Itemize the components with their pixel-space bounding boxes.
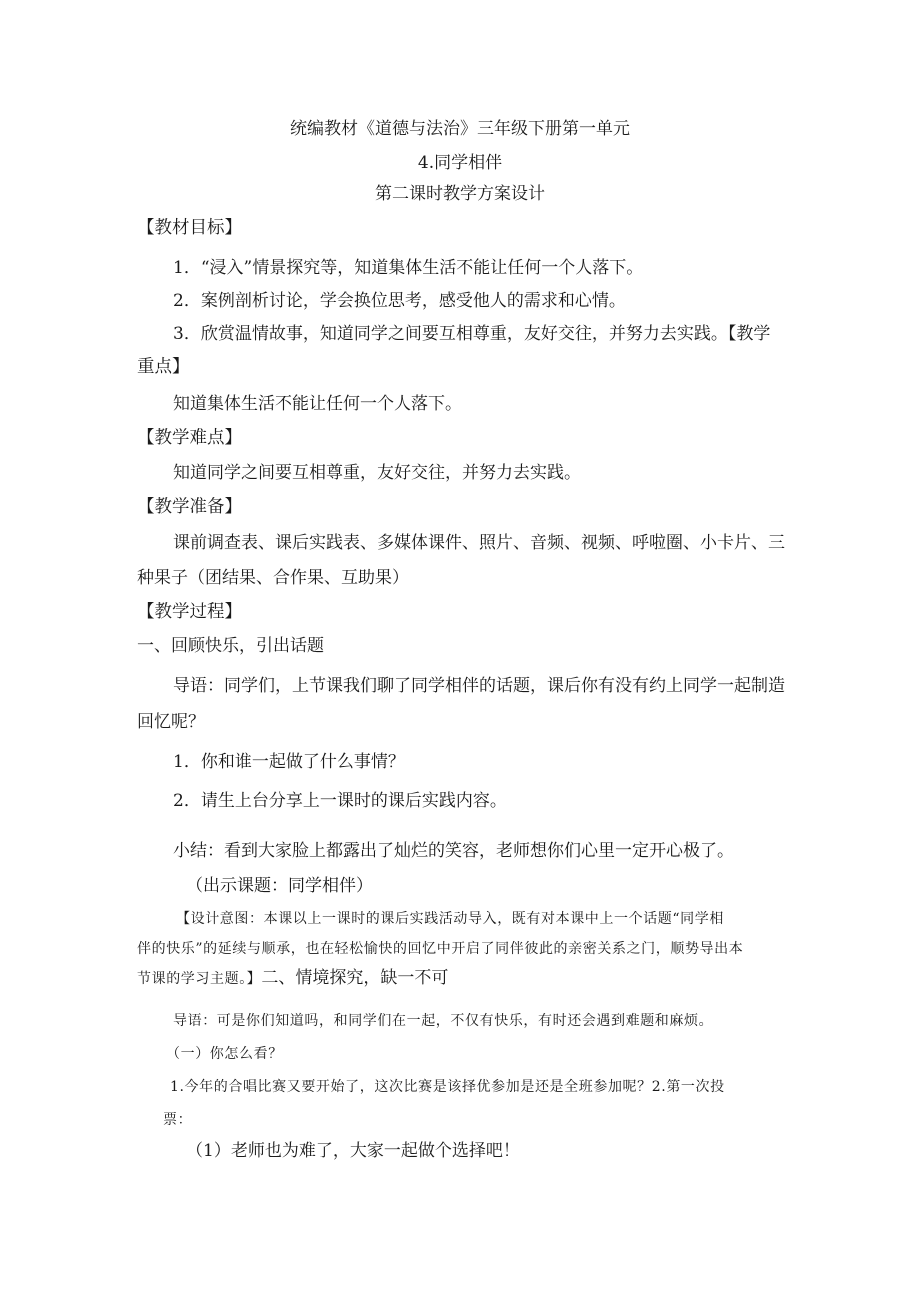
item-line-1: 1.今年的合唱比赛又要开始了，这次比赛是该择优参加是还是全班参加呢？2.第一次投 (170, 1079, 725, 1095)
objective-item-1: 1．“浸入”情景探究等，知道集体生活不能让任何一个人落下。 (173, 258, 644, 278)
item-sub-text: （1）老师也为难了，大家一起做个选择吧！ (186, 1141, 520, 1161)
document-series-title: 统编教材《道德与法治》三年级下册第一单元 (290, 119, 630, 139)
lesson-title: 4.同学相伴 (417, 153, 503, 173)
design-intent-line-3 (137, 967, 448, 990)
design-intent-end: 节课的学习主题。】 (137, 971, 262, 987)
preparation-line-1: 课前调查表、课后实践表、多媒体课件、照片、音频、视频、呼啦圈、小卡片、三 (173, 533, 785, 553)
subsection-1-title: （一）你怎么看？ (166, 1046, 283, 1062)
show-topic-text: （出示课题：同学相伴） (186, 876, 373, 896)
key-point-text: 知道集体生活不能让任何一个人落下。 (173, 394, 462, 414)
section-2-title: 二、情境探究，缺一不可 (261, 968, 449, 988)
question-1: 1．你和谁一起做了什么事情？ (173, 752, 405, 772)
design-intent-line-2: 伴的快乐”的延续与顺承，也在轻松愉快的回忆中开启了同伴彼此的亲密关系之门，顺势导出本 (137, 941, 744, 957)
question-2: 2．请生上台分享上一课时的课后实践内容。 (173, 791, 507, 811)
difficulty-heading: 【教学难点】 (137, 428, 242, 448)
section-1-title: 一、回顾快乐，引出话题 (137, 636, 324, 656)
difficulty-text: 知道同学之间要互相尊重，友好交往，并努力去实践。 (173, 463, 581, 483)
objective-item-3-line1: 3．欣赏温情故事，知道同学之间要互相尊重，友好交往，并努力去实践。【教学 (173, 324, 771, 344)
objective-item-2: 2．案例剖析讨论，学会换位思考，感受他人的需求和心情。 (173, 291, 626, 311)
design-intent-line-1: 【设计意图：本课以上一课时的课后实践活动导入，既有对本课中上一个话题“同学相 (176, 911, 724, 927)
objectives-heading: 【教材目标】 (137, 218, 242, 238)
key-point-heading: 重点】 (137, 357, 190, 377)
intro-line-2: 回忆呢？ (137, 712, 205, 732)
process-heading: 【教学过程】 (137, 602, 242, 622)
summary-text: 小结：看到大家脸上都露出了灿烂的笑容，老师想你们心里一定开心极了。 (173, 841, 734, 861)
item-line-2: 票： (163, 1112, 193, 1128)
preparation-line-2: 种果子（团结果、合作果、互助果） (137, 568, 409, 588)
intro-2-text: 导语：可是你们知道吗，和同学们在一起，不仅有快乐，有时还会遇到难题和麻烦。 (173, 1013, 714, 1029)
preparation-heading: 【教学准备】 (137, 497, 242, 517)
intro-line-1: 导语：同学们，上节课我们聊了同学相伴的话题，课后你有没有约上同学一起制造 (173, 676, 785, 696)
lesson-subtitle: 第二课时教学方案设计 (375, 184, 545, 204)
